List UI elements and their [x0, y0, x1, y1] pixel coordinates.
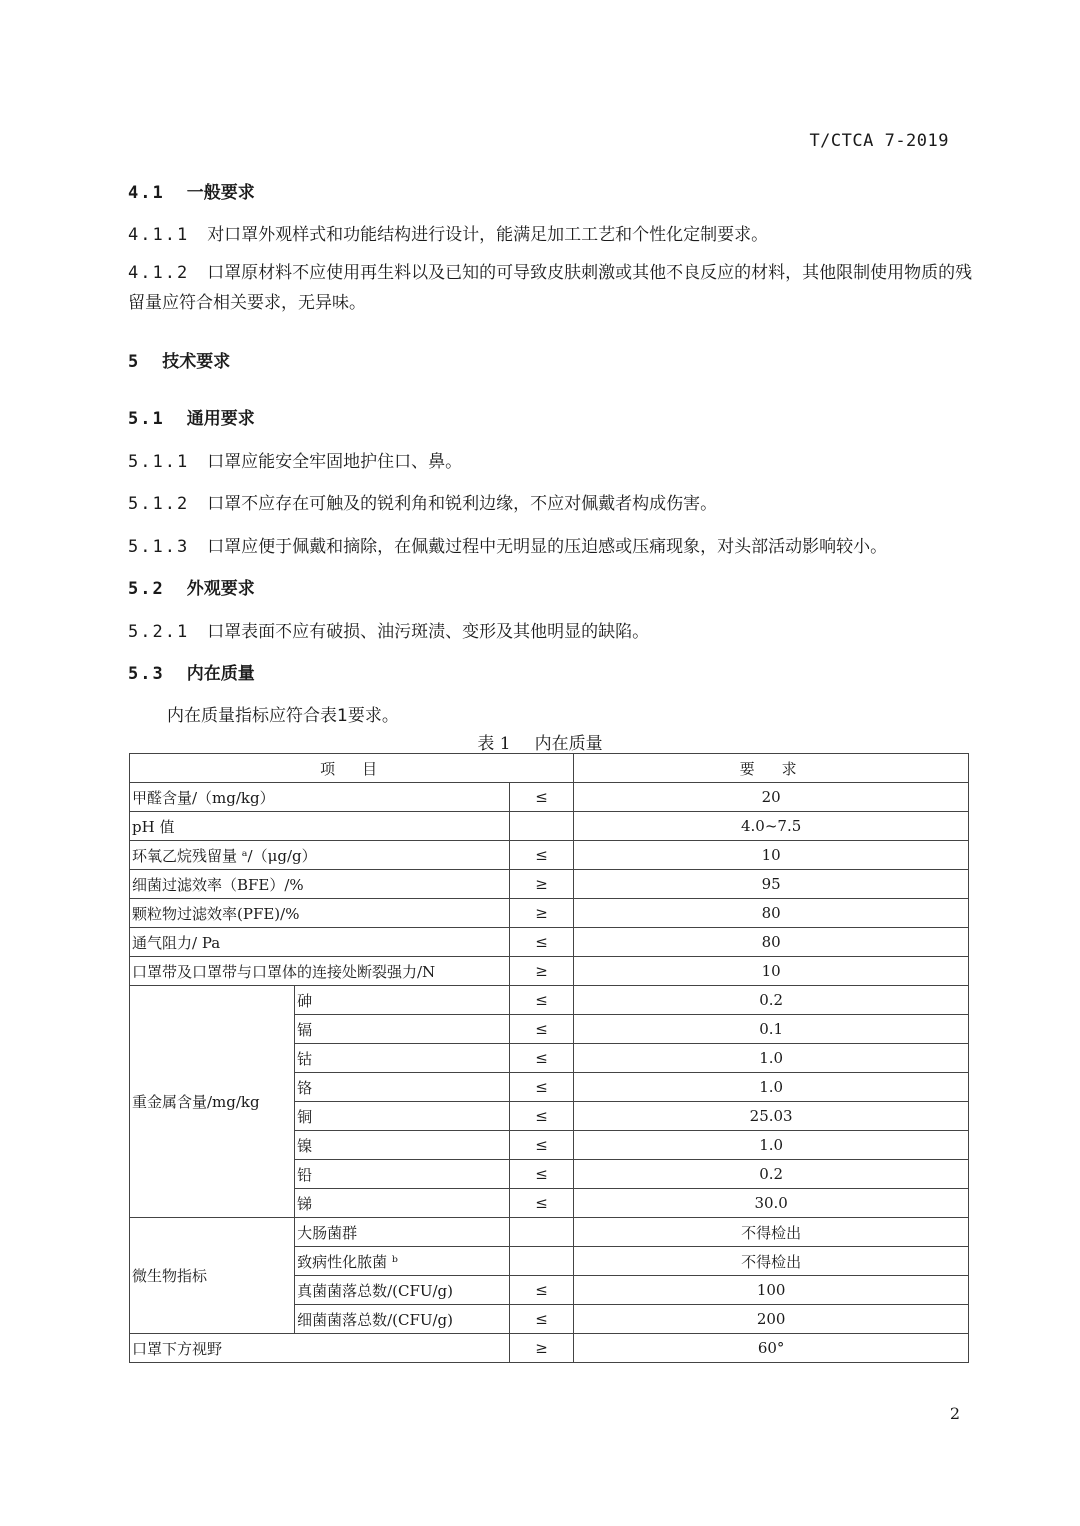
- section-title: 一般要求: [186, 183, 255, 203]
- section-5: [128, 347, 230, 372]
- row-comparator: ≤: [509, 1073, 574, 1102]
- table-row: [130, 899, 969, 928]
- row-item: 口罩下方视野: [130, 1334, 510, 1363]
- clause-number: 5.1.2: [128, 494, 190, 514]
- table-caption: [0, 729, 1080, 754]
- section-5-1: [128, 404, 255, 429]
- row-comparator: ≥: [509, 870, 574, 899]
- row-value: 25.03: [574, 1102, 969, 1131]
- row-comparator: ≥: [509, 1334, 574, 1363]
- row-value: 1.0: [574, 1044, 969, 1073]
- row-comparator: [509, 1218, 574, 1247]
- row-item: 细菌过滤效率（BFE）/%: [130, 870, 510, 899]
- row-comparator: ≥: [509, 899, 574, 928]
- row-value: 20: [574, 783, 969, 812]
- table-row: [130, 812, 969, 841]
- row-value: 4.0~7.5: [574, 812, 969, 841]
- clause-number: 5.1.1: [128, 452, 190, 472]
- row-comparator: ≤: [509, 1015, 574, 1044]
- row-comparator: ≤: [509, 1276, 574, 1305]
- clause-5-1-1: [128, 447, 462, 472]
- row-comparator: ≤: [509, 1305, 574, 1334]
- section-number: 5.2: [128, 579, 165, 599]
- section-5-3-intro: 内在质量指标应符合表1要求。: [167, 706, 399, 726]
- row-item: 颗粒物过滤效率(PFE)/%: [130, 899, 510, 928]
- table-row: [130, 957, 969, 986]
- table-row: [130, 1334, 969, 1363]
- header-item: 项 目: [130, 754, 574, 783]
- table-row: [130, 928, 969, 957]
- section-5-3: [128, 659, 255, 684]
- section-number: 5.1: [128, 409, 165, 429]
- heavy-metal-group-label: 重金属含量/mg/kg: [130, 986, 295, 1218]
- row-comparator: ≤: [509, 1189, 574, 1218]
- clause-text: 口罩表面不应有破损、油污斑渍、变形及其他明显的缺陷。: [207, 622, 650, 642]
- row-value: 60°: [574, 1334, 969, 1363]
- row-comparator: ≤: [509, 1044, 574, 1073]
- clause-5-1-3: [128, 532, 887, 557]
- row-comparator: ≥: [509, 957, 574, 986]
- row-comparator: ≤: [509, 783, 574, 812]
- row-value: 1.0: [574, 1073, 969, 1102]
- row-item: 锑: [295, 1189, 510, 1218]
- clause-text: 口罩应能安全牢固地护住口、鼻。: [207, 452, 463, 472]
- table-caption-number: 表 1: [477, 734, 511, 754]
- row-value: 100: [574, 1276, 969, 1305]
- row-item: 砷: [295, 986, 510, 1015]
- clause-text: 对口罩外观样式和功能结构进行设计，能满足加工工艺和个性化定制要求。: [207, 225, 769, 245]
- row-item: 大肠菌群: [295, 1218, 510, 1247]
- table-row: [130, 986, 969, 1015]
- clause-5-1-2: [128, 489, 717, 514]
- row-item: 镍: [295, 1131, 510, 1160]
- clause-5-2-1: [128, 617, 649, 642]
- table-row: [130, 870, 969, 899]
- section-number: 5: [128, 352, 141, 372]
- clause-number: 5.2.1: [128, 622, 190, 642]
- table-caption-title: 内在质量: [534, 734, 603, 754]
- clause-text: 口罩原材料不应使用再生料以及已知的可导致皮肤刺激或其他不良反应的材料，其他限制使用物质的残留量应符合相关要求，无异味。: [128, 263, 973, 313]
- row-value: 不得检出: [574, 1218, 969, 1247]
- table-header-row: [130, 754, 969, 783]
- header-requirement: 要 求: [574, 754, 969, 783]
- row-value: 0.2: [574, 986, 969, 1015]
- table-row: [130, 1218, 969, 1247]
- clause-4-1-2: [128, 258, 978, 318]
- row-item: 镉: [295, 1015, 510, 1044]
- row-item: 铜: [295, 1102, 510, 1131]
- row-item: 致病性化脓菌 ᵇ: [295, 1247, 510, 1276]
- row-comparator: ≤: [509, 928, 574, 957]
- row-comparator: ≤: [509, 841, 574, 870]
- row-value: 0.1: [574, 1015, 969, 1044]
- section-number: 5.3: [128, 664, 165, 684]
- row-comparator: ≤: [509, 1102, 574, 1131]
- section-title: 通用要求: [186, 409, 255, 429]
- row-comparator: ≤: [509, 986, 574, 1015]
- microbe-group-label: 微生物指标: [130, 1218, 295, 1334]
- page-number: 2: [949, 1404, 960, 1423]
- row-item: pH 值: [130, 812, 510, 841]
- section-title: 技术要求: [162, 352, 231, 372]
- clause-number: 4.1.2: [128, 263, 190, 283]
- row-value: 不得检出: [574, 1247, 969, 1276]
- row-comparator: [509, 812, 574, 841]
- row-value: 30.0: [574, 1189, 969, 1218]
- row-item: 环氧乙烷残留量 ᵃ/（μg/g）: [130, 841, 510, 870]
- table-row: [130, 783, 969, 812]
- section-5-2: [128, 574, 255, 599]
- section-title: 外观要求: [186, 579, 255, 599]
- row-comparator: ≤: [509, 1160, 574, 1189]
- clause-text: 口罩应便于佩戴和摘除，在佩戴过程中无明显的压迫感或压痛现象，对头部活动影响较小。: [207, 537, 888, 557]
- standard-number: T/CTCA 7-2019: [809, 131, 949, 151]
- quality-table: [129, 753, 969, 1363]
- row-value: 1.0: [574, 1131, 969, 1160]
- row-item: 口罩带及口罩带与口罩体的连接处断裂强力/N: [130, 957, 510, 986]
- section-number: 4.1: [128, 183, 165, 203]
- row-value: 95: [574, 870, 969, 899]
- clause-4-1-1: [128, 220, 768, 245]
- row-item: 铬: [295, 1073, 510, 1102]
- row-comparator: ≤: [509, 1131, 574, 1160]
- row-value: 0.2: [574, 1160, 969, 1189]
- row-value: 10: [574, 957, 969, 986]
- row-item: 钴: [295, 1044, 510, 1073]
- row-value: 200: [574, 1305, 969, 1334]
- clause-number: 4.1.1: [128, 225, 190, 245]
- row-value: 80: [574, 899, 969, 928]
- row-item: 铅: [295, 1160, 510, 1189]
- section-title: 内在质量: [186, 664, 255, 684]
- clause-number: 5.1.3: [128, 537, 190, 557]
- row-value: 80: [574, 928, 969, 957]
- row-item: 细菌菌落总数/(CFU/g): [295, 1305, 510, 1334]
- clause-text: 口罩不应存在可触及的锐利角和锐利边缘，不应对佩戴者构成伤害。: [207, 494, 718, 514]
- table-row: [130, 841, 969, 870]
- row-item: 真菌菌落总数/(CFU/g): [295, 1276, 510, 1305]
- row-item: 甲醛含量/（mg/kg）: [130, 783, 510, 812]
- row-value: 10: [574, 841, 969, 870]
- section-4-1: [128, 178, 255, 203]
- row-comparator: [509, 1247, 574, 1276]
- row-item: 通气阻力/ Pa: [130, 928, 510, 957]
